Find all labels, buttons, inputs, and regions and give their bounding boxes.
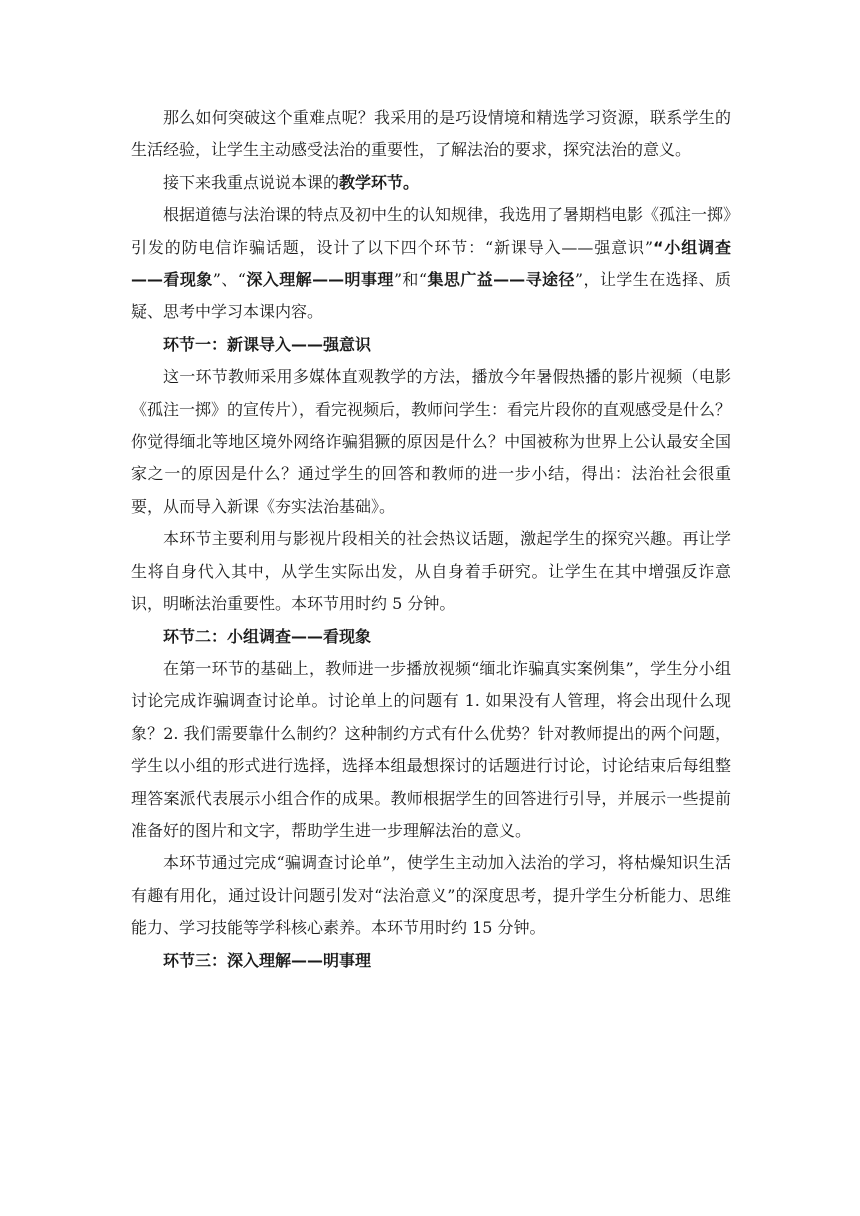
paragraph-section2-process [131, 653, 731, 847]
paragraph-section1-purpose [131, 523, 731, 620]
paragraph-text: 本环节主要利用与影视片段相关的社会热议话题，激起学生的探究兴趣。再让学生将自身代入其中，从学生实际出发，从自身着手研究。让学生在其中增强反诈意识，明晰法治重要性。本环节用时约 5 分钟。 [131, 529, 731, 614]
paragraph-text: 这一环节教师采用多媒体直观教学的方法，播放今年暑假热播的影片视频（电影《孤注一掷》的宣传片），看完视频后，教师问学生：看完片段你的直观感受是什么？你觉得缅北等地区境外网络诈骗猖獗的原因是什么？中国被称为世界上公认最安全国家之一的原因是什么？通过学生的回答和教师的进一步小结，得出：法治社会很重要，从而导入新课《夯实法治基础》。 [131, 367, 732, 516]
paragraph-text: 接下来我重点说说本课的 [163, 172, 340, 192]
section-heading-3: 环节三：深入理解——明事理 [163, 950, 372, 970]
bold-text: 教学环节。 [339, 172, 420, 192]
section-heading-2: 环节二：小组调查——看现象 [163, 626, 372, 646]
paragraph-design [131, 199, 731, 329]
paragraph-breakthrough [131, 102, 731, 167]
bold-text: 集思广益——寻途径 [427, 270, 575, 290]
paragraph-intro-teaching [131, 167, 731, 199]
paragraph-text: 那么如何突破这个重难点呢？我采用的是巧设情境和精选学习资源，联系学生的生活经验，让学生主动感受法治的重要性，了解法治的要求，探究法治的意义。 [131, 108, 731, 160]
paragraph-text: ”和“ [393, 270, 428, 290]
paragraph-section2-purpose [131, 847, 731, 944]
document-body [131, 102, 731, 977]
bold-text: “小组调查——看现象 [131, 237, 731, 290]
bold-text: 深入理解——明事理 [245, 270, 394, 290]
section-heading-1: 环节一：新课导入——强意识 [163, 334, 372, 354]
paragraph-section1-process [131, 361, 731, 523]
paragraph-text: 在第一环节的基础上，教师进一步播放视频“缅北诈骗真实案例集”，学生分小组讨论完成诈骗调查讨论单。讨论单上的问题有 1. 如果没有人管理，将会出现什么现象？2. 我们需要靠什么制约？这种制约方式有什么优势？针对教师提出的两个问题，学生以小组的形式进行选择，选择本组最想探讨的话题进行讨论，讨论结束后每组整理答案派代表展示小组合作的成果。教师根据学生的回答进行引导，并展示一些提前准备好的图片和文字，帮助学生进一步理解法治的意义。 [131, 658, 731, 840]
paragraph-text: ”、“ [212, 270, 246, 290]
paragraph-text: ”，让学生在选择、质疑、思考中学习本课内容。 [131, 270, 731, 322]
paragraph-text: 本环节通过完成“骗调查讨论单”，使学生主动加入法治的学习，将枯燥知识生活有趣有用化，通过设计问题引发对“法治意义”的深度思考，提升学生分析能力、思维能力、学习技能等学科核心素养。本环节用时约 15 分钟。 [131, 853, 731, 938]
paragraph-text: 根据道德与法治课的特点及初中生的认知规律，我选用了暑期档电影《孤注一掷》引发的防电信诈骗话题，设计了以下四个环节：“新课导入——强意识” [131, 205, 732, 257]
